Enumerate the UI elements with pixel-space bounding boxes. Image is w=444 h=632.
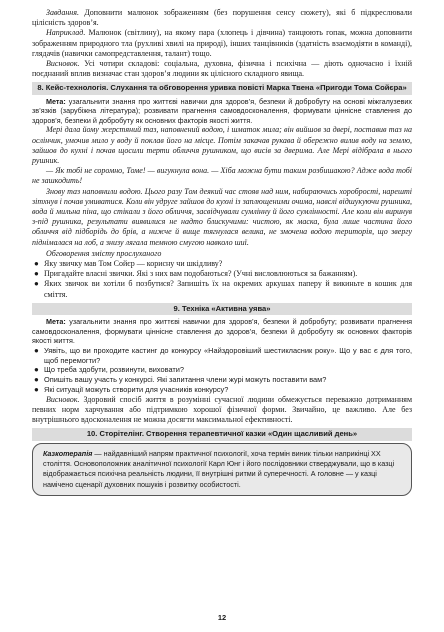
imagination-list bbox=[32, 346, 412, 395]
story-paragraph-1: Мері дала йому жерстяний таз, наповнений водою, і шматок мила; він вийшов за двері, поставив таз на ослінчик, умочив мило у воду й поклав його на місце. Потім закачав рукава й обережно вилив воду на землю, зайшов до кухні і почав щосили терти обличчя рушником, що висів за дверима. Але Мері відібрала в нього рушник. bbox=[32, 125, 412, 166]
bullet-icon: ● bbox=[34, 375, 39, 385]
section-10-heading: 10. Сторітелінг. Створення терапевтичної казки «Один щасливий день» bbox=[32, 428, 412, 440]
task-label: Завдання. bbox=[46, 8, 79, 17]
bullet-icon: ● bbox=[34, 259, 39, 269]
conclusion-label: Висновок. bbox=[46, 59, 80, 69]
bullet-icon: ● bbox=[34, 345, 39, 355]
story-paragraph-3: Знову таз наповнили водою. Цього разу Том деякий час стояв над ним, набираючись хоробрості, нарешті зітхнув і почав умиватися. Коли він удруге зайшов до кухні із заплющеними очима, навслі відшукуючи рушника, вода й мильна піна, що стікали з його обличчя, засвідчували сумлінну й його сумлінності. Але коли він виринув з-під рушника, результати виявилися не надто блискучими: чистою, як маска, була лише частина його обличчя від підборідь до брів, а нижче й вище тягнулася велика, не змочена водою територія, що звергу піднімалася на лоб, а знизу лягала темною смугою навколо шиї. bbox=[32, 186, 412, 247]
task-paragraph bbox=[32, 8, 412, 28]
bullet-icon: ● bbox=[34, 269, 39, 279]
list-item: ● Уявіть, що ви проходите кастинг до конкурсу «Найздоровіший шестикласник року». Що у вас є для того, щоб перемогти? bbox=[34, 345, 412, 365]
discussion-list bbox=[32, 259, 412, 300]
goal-label: Мета: bbox=[46, 317, 66, 327]
list-item: ● Що треба здобути, розвинути, виховати? bbox=[34, 365, 185, 375]
bullet-icon: ● bbox=[34, 279, 39, 289]
goal-text: узагальнити знання про життєві навички для здоров’я, безпеки й добробуту; розвивати прагнення самовдосконалення, формувати ціннісне ставлення до здоров’я, безпеки й добробуту як основних факторів якості життя. bbox=[32, 317, 412, 346]
section-9-heading: 9. Техніка «Активна уява» bbox=[32, 303, 412, 315]
conclusion-paragraph bbox=[32, 59, 412, 79]
definition-box bbox=[32, 443, 412, 497]
section-8-goal bbox=[32, 97, 412, 126]
definition-text: — найдавніший напрям практичної психології, хоча термін виник тільки наприкінці XX століття. Основоположник аналітичної психології Карл Юнг і його послідовники стверджували, що в казці відображається психічна реальність людини, її внутрішні ритми й суперечності. А головне — у казці намічено сценарії духовних пошуків і розвитку особистості. bbox=[43, 448, 395, 489]
discussion-title: Обговорення змісту прослуханого bbox=[46, 248, 162, 258]
bullet-icon: ● bbox=[34, 385, 39, 395]
conclusion-text: Усі чотири складові: соціальна, духовна, фізична і психічна — діють одночасно і їхній поєднаний вплив визначає стан здоров’я людини як цілісного складного явища. bbox=[32, 59, 412, 79]
section-9-goal bbox=[32, 317, 412, 346]
page-number: 12 bbox=[217, 613, 227, 622]
list-item: ● Пригадайте власні звички. Які з них вам подобаються? (Учні висловлюються за бажанням). bbox=[34, 269, 358, 279]
list-item: ● Які ситуації можуть створити для учасників конкурсу? bbox=[34, 385, 229, 395]
story-paragraph-2: — Як тобі не соромно, Томе! — вигукнула вона. — Хіба можна бути таким розбишакою? Адже вода тобі не зашкодить! bbox=[32, 166, 412, 186]
section-8-heading: 8. Кейс-технологія. Слухання та обговорення уривка повісті Марка Твена «Пригоди Тома Сойєра» bbox=[32, 82, 412, 94]
example-paragraph bbox=[32, 28, 412, 59]
goal-label: Мета: bbox=[46, 96, 66, 106]
example-text: Малюнок (світлину), на якому пара (хлопець і дівчина) танцюють гопак, можна доповнити зображенням природного тла (рухливі хвилі на природі), інших танцівників (здатність взаємодіяти в команді), глядачів (навички самопредставлення, талант) тощо. bbox=[32, 28, 412, 58]
list-item: ● Яку звичку мав Том Сойєр — корисну чи шкідливу? bbox=[34, 259, 223, 269]
bullet-icon: ● bbox=[34, 365, 39, 375]
definition-term: Казкотерапія bbox=[43, 448, 93, 458]
conclusion-text: Здоровий спосіб життя в розумінні сучасної людини обмежується переважно дотриманням певних норм харчування або підтримкою хорошої фізичної форми. Звичайно, це важливо. Але без внутрішнього вдосконалення не можна досягти максимальної ефективності. bbox=[32, 394, 413, 425]
goal-text: узагальнити знання про життєві навички для здоров’я, безпеки й добробуту на основі міжгалузевих зв’язків (зарубіжна література); розвивати прагнення самовдосконалення, формувати ціннісне ставлення до здоров’я, безпеки й добробуту як основних факторів якості життя. bbox=[32, 96, 412, 125]
list-item: ● Опишіть вашу участь у конкурсі. Які запитання члени журі можуть поставити вам? bbox=[34, 375, 327, 385]
list-item: ● Яких звичок ви хотіли б позбутися? Запишіть їх на окремих аркушах паперу й викиньте в кошик для сміття. bbox=[34, 279, 412, 299]
example-label: Наприклад. bbox=[46, 28, 86, 38]
section-9-conclusion bbox=[32, 395, 412, 426]
conclusion-label: Висновок. bbox=[46, 394, 80, 404]
task-text: Доповнити малюнок зображенням (без порушення сенсу сюжету), які б підкреслювали цілісність здоров’я. bbox=[32, 8, 413, 28]
